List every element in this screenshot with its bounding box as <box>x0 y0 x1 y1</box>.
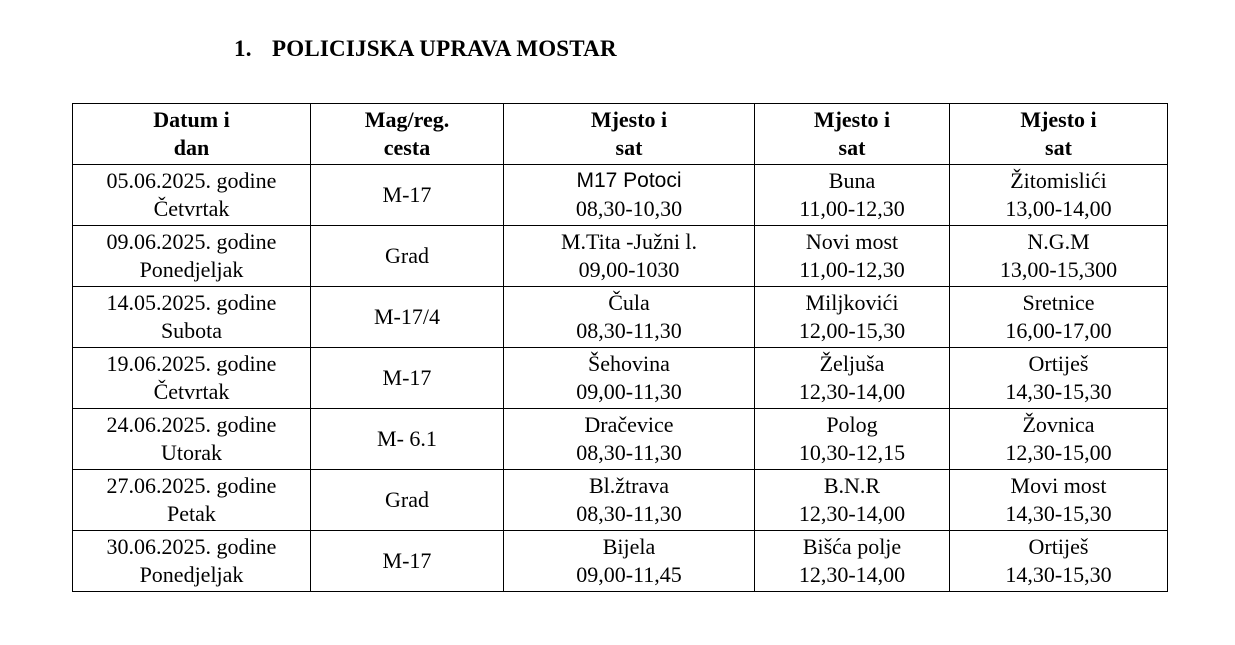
date-day-cell-primary: 14.05.2025. godine <box>106 290 277 315</box>
road-cell <box>311 226 504 287</box>
location-2-cell <box>755 409 950 470</box>
table-row <box>73 531 1168 592</box>
location-2-cell <box>755 531 950 592</box>
date-day-cell-primary: 19.06.2025. godine <box>106 351 277 376</box>
date-day-cell <box>73 531 311 592</box>
location-3-cell-secondary: 12,30-15,00 <box>1005 440 1112 465</box>
location-3-cell-secondary: 13,00-14,00 <box>1005 196 1112 221</box>
location-1-cell <box>504 165 755 226</box>
road-cell-primary: Grad <box>385 243 429 268</box>
location-1-cell-primary: M.Tita -Južni l. <box>560 229 698 254</box>
location-2-cell-secondary: 11,00-12,30 <box>799 196 905 221</box>
location-2-cell <box>755 348 950 409</box>
location-3-cell <box>950 287 1168 348</box>
table-header-row <box>73 104 1168 165</box>
date-day-cell <box>73 470 311 531</box>
location-1-cell-secondary: 08,30-10,30 <box>575 196 683 221</box>
header-date-day: Datum i dan <box>73 104 311 165</box>
location-1-cell-secondary: 09,00-11,30 <box>576 379 682 404</box>
date-day-cell-primary: 24.06.2025. godine <box>106 412 277 437</box>
location-1-cell-primary: Šehovina <box>588 351 670 376</box>
date-day-cell-secondary: Četvrtak <box>153 196 230 221</box>
location-3-cell-primary: N.G.M <box>1027 229 1090 254</box>
location-1-cell <box>504 470 755 531</box>
date-day-cell-secondary: Petak <box>167 501 216 526</box>
location-2-cell <box>755 226 950 287</box>
location-3-cell-secondary: 14,30-15,30 <box>1005 562 1112 587</box>
road-cell <box>311 409 504 470</box>
header-location-3: Mjesto i sat <box>950 104 1168 165</box>
date-day-cell-primary: 09.06.2025. godine <box>106 229 277 254</box>
table-row <box>73 348 1168 409</box>
road-cell <box>311 348 504 409</box>
location-1-cell-secondary: 09,00-1030 <box>578 257 680 282</box>
schedule-table <box>72 103 1168 592</box>
location-1-cell-secondary: 08,30-11,30 <box>576 440 682 465</box>
road-cell <box>311 287 504 348</box>
location-3-cell <box>950 531 1168 592</box>
date-day-cell <box>73 287 311 348</box>
header-road: Mag/reg. cesta <box>311 104 504 165</box>
heading-number: 1. <box>234 36 252 61</box>
location-1-cell-primary: Bijela <box>602 534 656 559</box>
date-day-cell <box>73 348 311 409</box>
location-2-cell-secondary: 12,30-14,00 <box>798 501 906 526</box>
date-day-cell-secondary: Ponedjeljak <box>139 257 244 282</box>
table-row <box>73 470 1168 531</box>
location-2-cell <box>755 470 950 531</box>
location-2-cell-primary: Novi most <box>805 229 899 254</box>
location-3-cell-primary: Žitomislići <box>1010 168 1107 193</box>
location-1-cell <box>504 348 755 409</box>
location-3-cell-primary: Žovnica <box>1022 412 1095 437</box>
date-day-cell-secondary: Utorak <box>160 440 223 465</box>
location-3-cell-secondary: 14,30-15,30 <box>1005 379 1112 404</box>
location-1-cell <box>504 287 755 348</box>
road-cell <box>311 470 504 531</box>
location-1-cell-primary: Čula <box>608 290 650 315</box>
table-row <box>73 226 1168 287</box>
road-cell-primary: M-17 <box>382 548 432 573</box>
header-location-1: Mjesto i sat <box>504 104 755 165</box>
road-cell-primary: M-17 <box>382 365 432 390</box>
location-2-cell-primary: B.N.R <box>823 473 881 498</box>
location-3-cell-primary: Movi most <box>1010 473 1107 498</box>
road-cell-primary: Grad <box>385 487 429 512</box>
location-2-cell-secondary: 12,30-14,00 <box>798 379 906 404</box>
location-1-cell <box>504 531 755 592</box>
date-day-cell <box>73 165 311 226</box>
table-body <box>73 165 1168 592</box>
date-day-cell-primary: 05.06.2025. godine <box>106 168 277 193</box>
location-3-cell-secondary: 16,00-17,00 <box>1005 318 1112 343</box>
location-3-cell-primary: Ortiješ <box>1028 534 1089 559</box>
location-2-cell-secondary: 10,30-12,15 <box>798 440 906 465</box>
date-day-cell <box>73 409 311 470</box>
location-2-cell-secondary: 12,30-14,00 <box>798 562 906 587</box>
location-1-cell-primary: Bl.žtrava <box>588 473 670 498</box>
location-1-cell-secondary: 08,30-11,30 <box>576 318 682 343</box>
location-3-cell <box>950 348 1168 409</box>
location-1-cell <box>504 409 755 470</box>
road-cell <box>311 531 504 592</box>
heading-title: POLICIJSKA UPRAVA MOSTAR <box>272 36 617 61</box>
location-2-cell-primary: Polog <box>826 412 878 437</box>
location-3-cell-secondary: 14,30-15,30 <box>1005 501 1112 526</box>
location-3-cell <box>950 226 1168 287</box>
road-cell <box>311 165 504 226</box>
location-2-cell-primary: Buna <box>828 168 876 193</box>
road-cell-primary: M-17/4 <box>374 304 440 329</box>
location-3-cell <box>950 470 1168 531</box>
location-1-cell <box>504 226 755 287</box>
table-row <box>73 409 1168 470</box>
location-2-cell-primary: Željuša <box>819 351 885 376</box>
date-day-cell-secondary: Subota <box>160 318 223 343</box>
road-cell-primary: M-17 <box>382 182 432 207</box>
location-3-cell-primary: Sretnice <box>1022 290 1095 315</box>
location-1-cell-primary: M17 Potoci <box>576 169 682 192</box>
location-2-cell-secondary: 11,00-12,30 <box>799 257 905 282</box>
location-3-cell <box>950 165 1168 226</box>
location-2-cell-secondary: 12,00-15,30 <box>798 318 906 343</box>
location-2-cell-primary: Bišća polje <box>802 534 902 559</box>
date-day-cell-primary: 27.06.2025. godine <box>106 473 277 498</box>
header-location-2: Mjesto i sat <box>755 104 950 165</box>
location-3-cell-secondary: 13,00-15,300 <box>999 257 1118 282</box>
location-1-cell-primary: Dračevice <box>584 412 674 437</box>
location-2-cell <box>755 287 950 348</box>
date-day-cell <box>73 226 311 287</box>
location-2-cell-primary: Miljkovići <box>805 290 899 315</box>
table-row <box>73 287 1168 348</box>
location-3-cell <box>950 409 1168 470</box>
date-day-cell-secondary: Četvrtak <box>153 379 230 404</box>
road-cell-primary: M- 6.1 <box>377 426 437 451</box>
page-heading <box>234 36 617 62</box>
location-3-cell-primary: Ortiješ <box>1028 351 1089 376</box>
date-day-cell-secondary: Ponedjeljak <box>139 562 244 587</box>
location-2-cell <box>755 165 950 226</box>
table-row <box>73 165 1168 226</box>
location-1-cell-secondary: 09,00-11,45 <box>576 562 682 587</box>
date-day-cell-primary: 30.06.2025. godine <box>106 534 277 559</box>
location-1-cell-secondary: 08,30-11,30 <box>576 501 682 526</box>
